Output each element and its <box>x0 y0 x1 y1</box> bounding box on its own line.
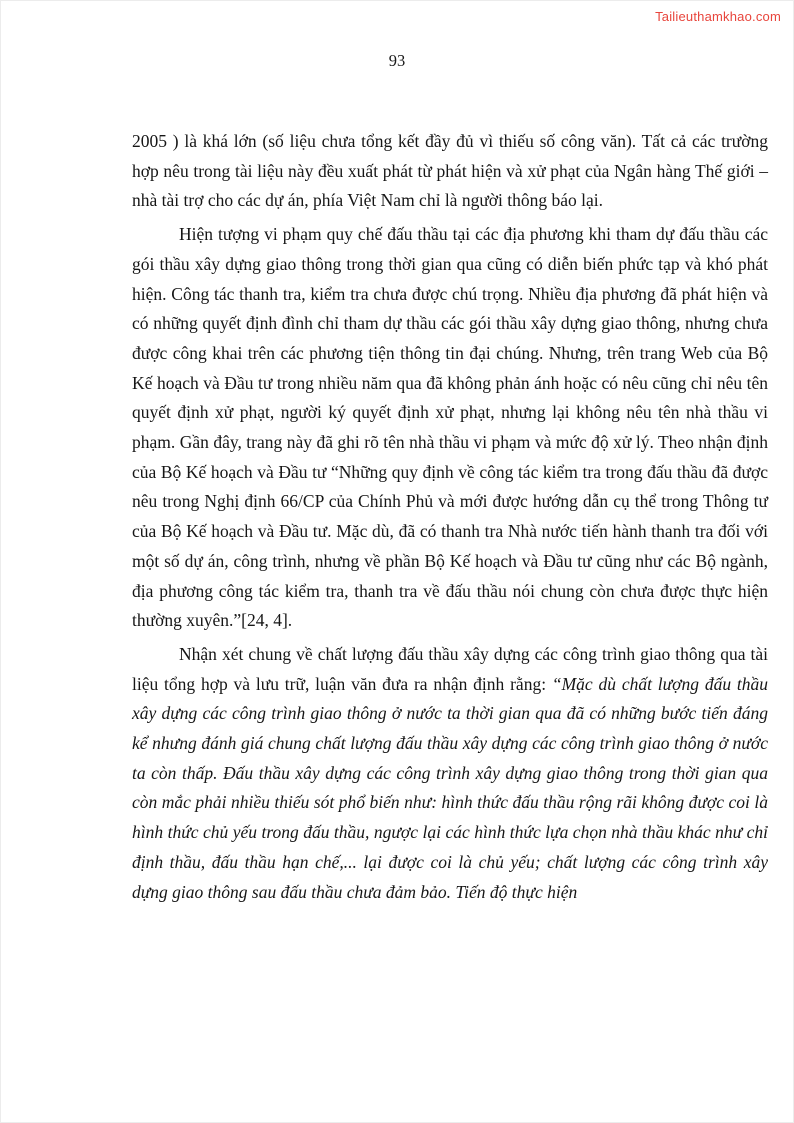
page-number: 93 <box>388 51 406 70</box>
paragraph-lead-text: Nhận xét chung về chất lượng đấu thầu xây dựng các công trình giao thông qua tài liệu tổng hợp và lưu trữ, luận văn đưa ra nhận định rằng: <box>132 643 768 694</box>
document-body <box>132 127 768 907</box>
paragraph <box>132 640 768 907</box>
watermark-text: Tailieuthamkhao.com <box>655 9 781 24</box>
paragraph-continuation <box>132 127 768 216</box>
paragraph <box>132 220 768 636</box>
paragraph-text: 2005 ) là khá lớn (số liệu chưa tổng kết đầy đủ vì thiếu số công văn). Tất cả các trường hợp nêu trong tài liệu này đều xuất phát từ phát hiện và xử phạt của Ngân hàng Thế giới – nhà tài trợ cho các dự án, phía Việt Nam chỉ là người thông báo lại. <box>132 131 768 211</box>
paragraph-text: Hiện tượng vi phạm quy chế đấu thầu tại các địa phương khi tham dự đấu thầu các gói thầu xây dựng giao thông trong thời gian qua cũng có diễn biến phức tạp và khó phát hiện. Công tác thanh tra, kiểm tra chưa được chú trọng. Nhiều địa phương đã phát hiện và có những quyết định đình chỉ tham dự thầu các gói thầu xây dựng giao thông, nhưng chưa được công khai trên các phương tiện thông tin đại chúng. Nhưng, trên trang Web của Bộ Kế hoạch và Đầu tư trong nhiều năm qua đã không phản ánh hoặc có nêu cũng chỉ nêu tên quyết định xử phạt, người ký quyết định xử phạt, nhưng lại không nêu tên nhà thầu vi phạm. Gần đây, trang này đã ghi rõ tên nhà thầu vi phạm và mức độ xử lý. Theo nhận định của Bộ Kế hoạch và Đầu tư “Những quy định về công tác kiểm tra trong đấu thầu đã được nêu trong Nghị định 66/CP của Chính Phủ và mới được hướng dẫn cụ thể trong Thông tư của Bộ Kế hoạch và Đầu tư. Mặc dù, đã có thanh tra Nhà nước tiến hành thanh tra đối với một số dự án, công trình, nhưng về phần Bộ Kế hoạch và Đầu tư cũng như các Bộ ngành, địa phương công tác kiểm tra, thanh tra về đấu thầu nói chung còn chưa được thực hiện thường xuyên.”[24, 4]. <box>132 224 768 631</box>
paragraph-quote-italic: “Mặc dù chất lượng đấu thầu xây dựng các công trình giao thông ở nước ta thời gian qua đã có những bước tiến đáng kể nhưng đánh giá chung chất lượng đấu thầu xây dựng các công trình giao thông ở nước ta còn thấp. Đấu thầu xây dựng các công trình xây dựng giao thông trong thời gian qua còn mắc phải nhiều thiếu sót phổ biến như: hình thức đấu thầu rộng rãi không được coi là hình thức chủ yếu trong đấu thầu, ngược lại các hình thức lựa chọn nhà thầu khác như chỉ định thầu, đấu thầu hạn chế,... lại được coi là chủ yếu; chất lượng các công trình xây dựng giao thông sau đấu thầu chưa đảm bảo. Tiến độ thực hiện <box>132 673 768 902</box>
